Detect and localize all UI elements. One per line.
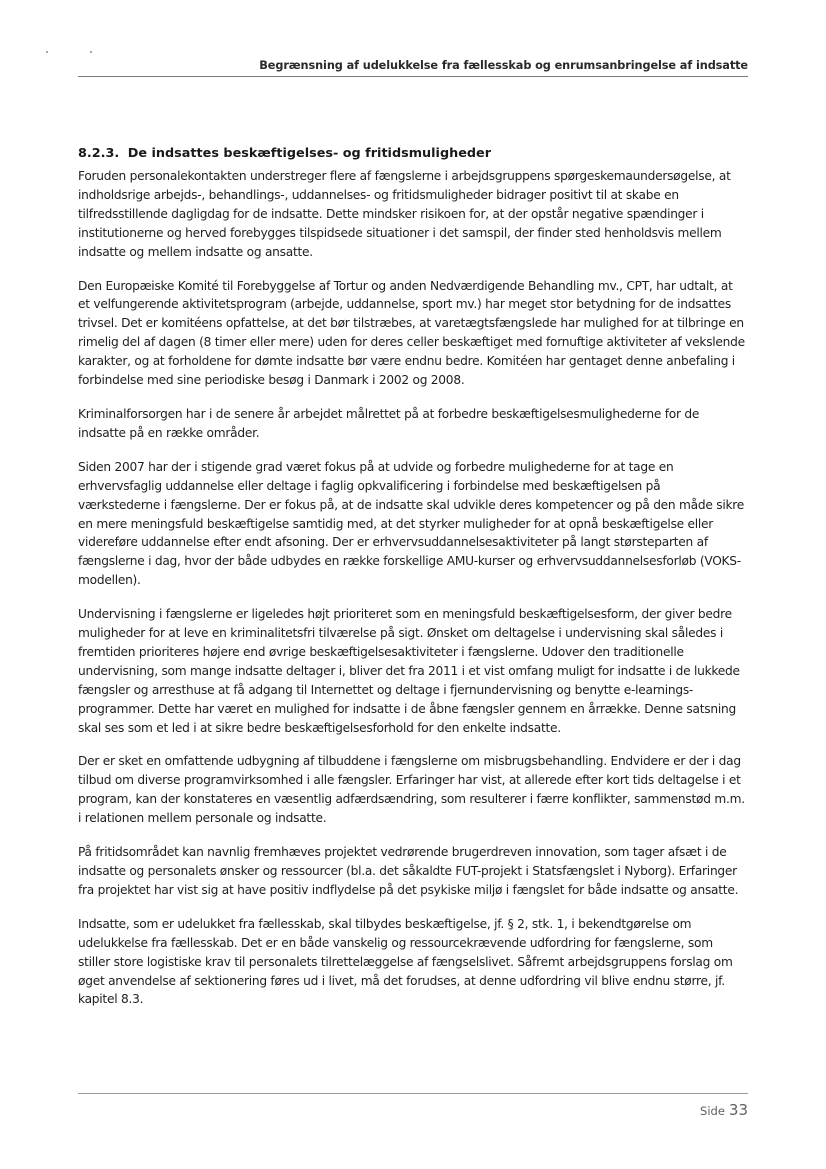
paragraph: På fritidsområdet kan navnlig fremhæves projektet vedrørende brugerdreven innovation, som tager afsæt i de indsatte og personalets ønsker og ressourcer (bl.a. det såkaldte FUT-projekt i Statsfængslet i Nyborg). Erfaringer fra projektet har vist sig at have positiv indflydelse på det psykiske miljø i fængslet for både indsatte og ansatte. [78, 845, 739, 897]
footer-rule [78, 1093, 748, 1094]
section-title: De indsattes beskæftigelses- og fritidsmuligheder [127, 146, 492, 161]
header-rule [78, 76, 748, 77]
paragraph: Foruden personalekontakten understreger flere af fængslerne i arbejdsgruppens spørgeskemaundersøgelse, at indholdsrige arbejds-, behandlings-, uddannelses- og fritidsmuligheder bidrager positivt til at skabe en tilfredsstillende dagligdag for de indsatte. Dette mindsker risikoen for, at der opstår negative spændinger i institutionerne og herved forebygges tilspidsede situationer i det samspil, der finder sted henholdsvis mellem indsatte og mellem indsatte og ansatte. [78, 169, 731, 259]
paragraph: Der er sket en omfattende udbygning af tilbuddene i fængslerne om misbrugsbehandling. Endvidere er der i dag tilbud om diverse programvirksomhed i alle fængsler. Erfaringer har vist, at allerede efter kort tids deltagelse i et program, kan der konstateres en væsentlig adfærdsændring, som resulterer i færre konflikter, sammenstød m.m. i relationen mellem personale og indsatte. [78, 754, 745, 826]
paragraph: Indsatte, som er udelukket fra fællesskab, skal tilbydes beskæftigelse, jf. § 2, stk. 1, i bekendtgørelse om udelukkelse fra fællesskab. Det er en både vanskelig og ressourcekrævende udfordring for fængslerne, som stiller store logistiske krav til personalets tilrettelæggelse af fængselslivet. Såfremt arbejdsgruppens forslag om øget anvendelse af sektionering føres ud i livet, må det forudses, at denne udfordring vil blive endnu større, jf. kapitel 8.3. [78, 916, 733, 1007]
running-header: Begrænsning af udelukkelse fra fællesskab og enrumsanbringelse af indsatte [259, 59, 748, 72]
scan-speck [90, 51, 92, 53]
page-label: Side [700, 1104, 725, 1118]
section-number: 8.2.3. [78, 146, 120, 161]
page-number [560, 1100, 748, 1119]
paragraph: Siden 2007 har der i stigende grad været fokus på at udvide og forbedre mulighederne for at tage en erhvervsfaglig uddannelse eller deltage i faglig opkvalificering i forbindelse med beskæftigelsen på værkstederne i fængslerne. Der er fokus på, at de indsatte skal udvikle deres kompetencer og på den måde sikre en mere meningsfuld beskæftigelse samtidig med, at det styrker muligheder for at opnå beskæftigelse eller videreføre uddannelse efter endt afsoning. Der er erhvervsuddannelsesaktiviteter på langt størsteparten af fængslerne i dag, hvor der både udbydes en række forskellige AMU-kurser og erhvervsuddannelsesforløb (VOKS-modellen). [78, 459, 745, 588]
page-number-value: 33 [728, 1101, 748, 1119]
section-heading [78, 145, 746, 162]
scan-speck [46, 51, 48, 53]
page-content [78, 145, 746, 1024]
paragraph: Undervisning i fængslerne er ligeledes højt prioriteret som en meningsfuld beskæftigelsesform, der giver bedre muligheder for at leve en kriminalitetsfri tilværelse på sigt. Ønsket om deltagelse i undervisning skal således i fremtiden prioriteres højere end øvrige beskæftigelsesaktiviteter i fængslerne. Udover den traditionelle undervisning, som mange indsatte deltager i, bliver det fra 2011 i et vist omfang muligt for indsatte i de lukkede fængsler og arresthuse at få adgang til Internettet og deltage i fjernundervisning og benytte e-learnings-programmer. Dette har været en mulighed for indsatte i de åbne fængsler gennem en årrække. Denne satsning skal ses som et led i at sikre bedre beskæftigelsesforhold for den enkelte indsatte. [78, 607, 740, 735]
paragraph: Den Europæiske Komité til Forebyggelse af Tortur og anden Nedværdigende Behandling mv., CPT, har udtalt, at et velfungerende aktivitetsprogram (arbejde, uddannelse, sport mv.) har meget stor betydning for de indsattes trivsel. Det er komitéens opfattelse, at det bør tilstræbes, at varetægtsfængslede har mulighed for at tilbringe en rimelig del af dagen (8 timer eller mere) uden for deres celler beskæftiget med fornuftige aktiviteter af vekslende karakter, og at forholdene for dømte indsatte bør være endnu bedre. Komitéen har gentaget denne anbefaling i forbindelse med sine periodiske besøg i Danmark i 2002 og 2008. [78, 278, 745, 388]
paragraph: Kriminalforsorgen har i de senere år arbejdet målrettet på at forbedre beskæftigelsesmulighederne for de indsatte på en række områder. [78, 406, 700, 440]
